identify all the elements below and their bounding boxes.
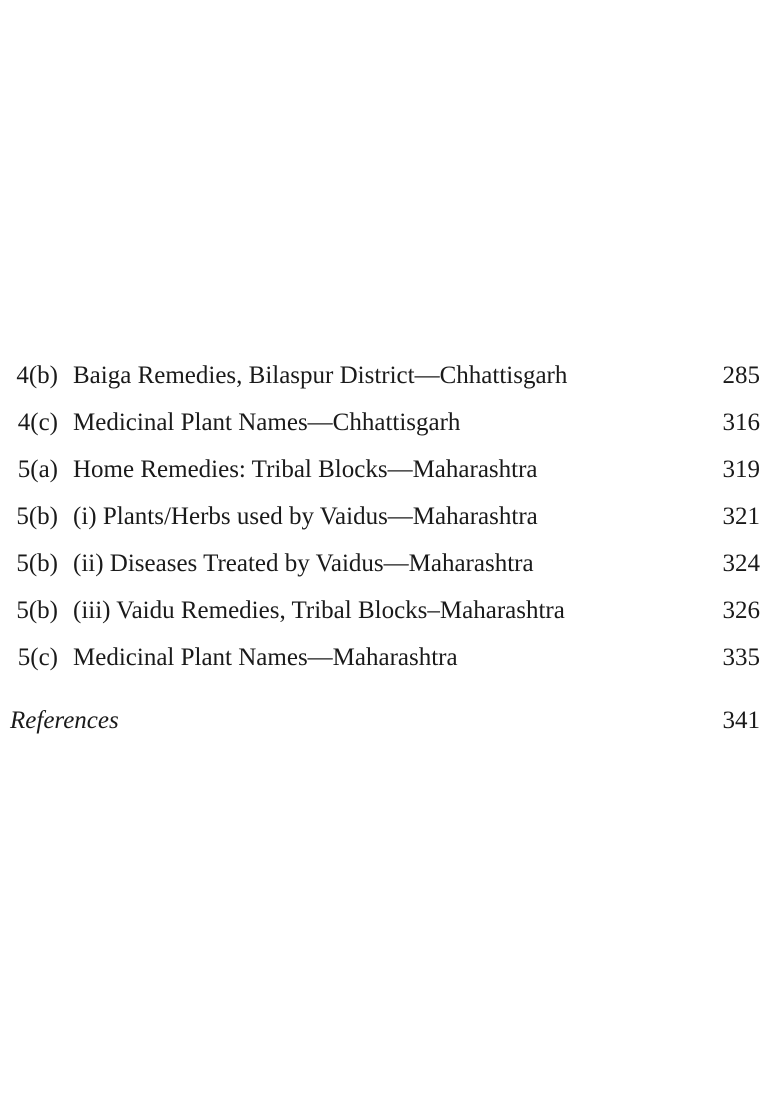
entry-title: (ii) Diseases Treated by Vaidus—Maharashtra — [73, 550, 534, 577]
entry-page-number: 319 — [722, 456, 760, 483]
toc-entry-4c — [0, 399, 780, 446]
toc-entry-4b — [0, 352, 780, 399]
entry-title: (iii) Vaidu Remedies, Tribal Blocks–Maharashtra — [73, 597, 565, 624]
entry-number: 5(b) — [16, 550, 58, 577]
entry-page-number: 321 — [722, 503, 760, 530]
entry-page-number: 335 — [722, 644, 760, 671]
entry-page-number: 326 — [722, 597, 760, 624]
entry-number: 5(b) — [16, 503, 58, 530]
entry-number: 4(b) — [16, 362, 58, 389]
references-label: References — [10, 707, 119, 734]
toc-entry-5a — [0, 446, 780, 493]
entry-page-number: 285 — [722, 362, 760, 389]
entry-title: Baiga Remedies, Bilaspur District—Chhattisgarh — [73, 362, 568, 389]
entry-number: 5(b) — [16, 597, 58, 624]
entry-page-number: 324 — [722, 550, 760, 577]
entry-number: 5(a) — [17, 456, 58, 483]
table-of-contents — [0, 352, 780, 744]
entry-number: 4(c) — [17, 409, 58, 436]
toc-entry-references — [0, 697, 780, 744]
entry-number: 5(c) — [17, 644, 58, 671]
entry-title: Medicinal Plant Names—Chhattisgarh — [73, 409, 461, 436]
toc-entry-5b-iii — [0, 587, 780, 634]
toc-entry-5c — [0, 634, 780, 681]
entry-title: Home Remedies: Tribal Blocks—Maharashtra — [73, 456, 538, 483]
toc-entry-5b-ii — [0, 540, 780, 587]
entry-page-number: 316 — [722, 409, 760, 436]
entry-title: Medicinal Plant Names—Maharashtra — [73, 644, 458, 671]
references-page-number: 341 — [722, 707, 760, 734]
entry-title: (i) Plants/Herbs used by Vaidus—Maharashtra — [73, 503, 538, 530]
toc-entry-5b-i — [0, 493, 780, 540]
